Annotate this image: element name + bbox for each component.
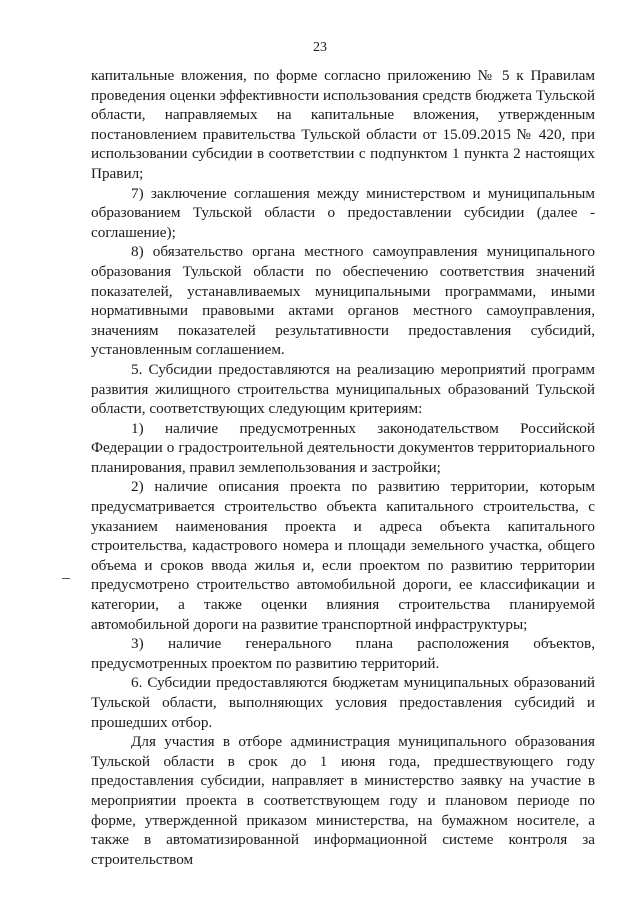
document-body <box>91 66 595 869</box>
paragraph-section-6: 6. Субсидии предоставляются бюджетам муниципальных образований Тульской области, выполняющих условия предоставления субсидий и прошедших отбор. <box>91 674 595 731</box>
paragraph-item-8: 8) обязательство органа местного самоуправления муниципального образования Тульской области по обеспечению соответствия значений показателей, устанавливаемых муниципальными программами, иными нормативными правовыми актами органов местного самоуправления, значениям показателей результативности предоставления субсидий, установленным соглашением. <box>91 243 595 359</box>
paragraph-selection-application: Для участия в отборе администрация муниципального образования Тульской области в срок до 1 июня года, предшествующего году предоставления субсидии, направляет в министерство заявку на участие в мероприятии проекта в соответствующем году и плановом периоде по форме, утвержденной приказом министерства, на бумажном носителе, а также в автоматизированной информационной системе контроля за строительством <box>91 733 595 868</box>
page-number: 23 <box>313 40 327 55</box>
paragraph-criterion-2: 2) наличие описания проекта по развитию территории, которым предусматривается строительство объекта капитального строительства, с указанием наименования проекта и адреса объекта капитального строительства, кадастрового номера и площади земельного участка, общего объема и сроков ввода жилья и, если проектом по развитию территории предусмотрено строительство автомобильной дороги, ее классификации и категории, а также оценки влияния строительства планируемой автомобильной дороги на развитие транспортной инфраструктуры; <box>91 478 595 633</box>
paragraph-criterion-1: 1) наличие предусмотренных законодательством Российской Федерации о градостроительной деятельности документов территориального планирования, правил землепользования и застройки; <box>91 419 595 476</box>
paragraph-section-5: 5. Субсидии предоставляются на реализацию мероприятий программ развития жилищного строительства муниципальных образований Тульской области, соответствующих следующим критериям: <box>91 360 595 418</box>
paragraph-continuation: капитальные вложения, по форме согласно приложению № 5 к Правилам проведения оценки эффективности использования средств бюджета Тульской области, направляемых на капитальные вложения, утвержденным постановлением правительства Тульской области от 15.09.2015 № 420, при использовании субсидии в соответствии с подпунктом 1 пункта 2 настоящих Правил; <box>91 67 595 182</box>
paragraph-criterion-3: 3) наличие генерального плана расположения объектов, предусмотренных проектом по развитию территорий. <box>91 635 595 672</box>
paragraph-item-7: 7) заключение соглашения между министерством и муниципальным образованием Тульской области о предоставлении субсидии (далее - соглашение); <box>91 184 595 241</box>
margin-mark <box>62 578 70 579</box>
